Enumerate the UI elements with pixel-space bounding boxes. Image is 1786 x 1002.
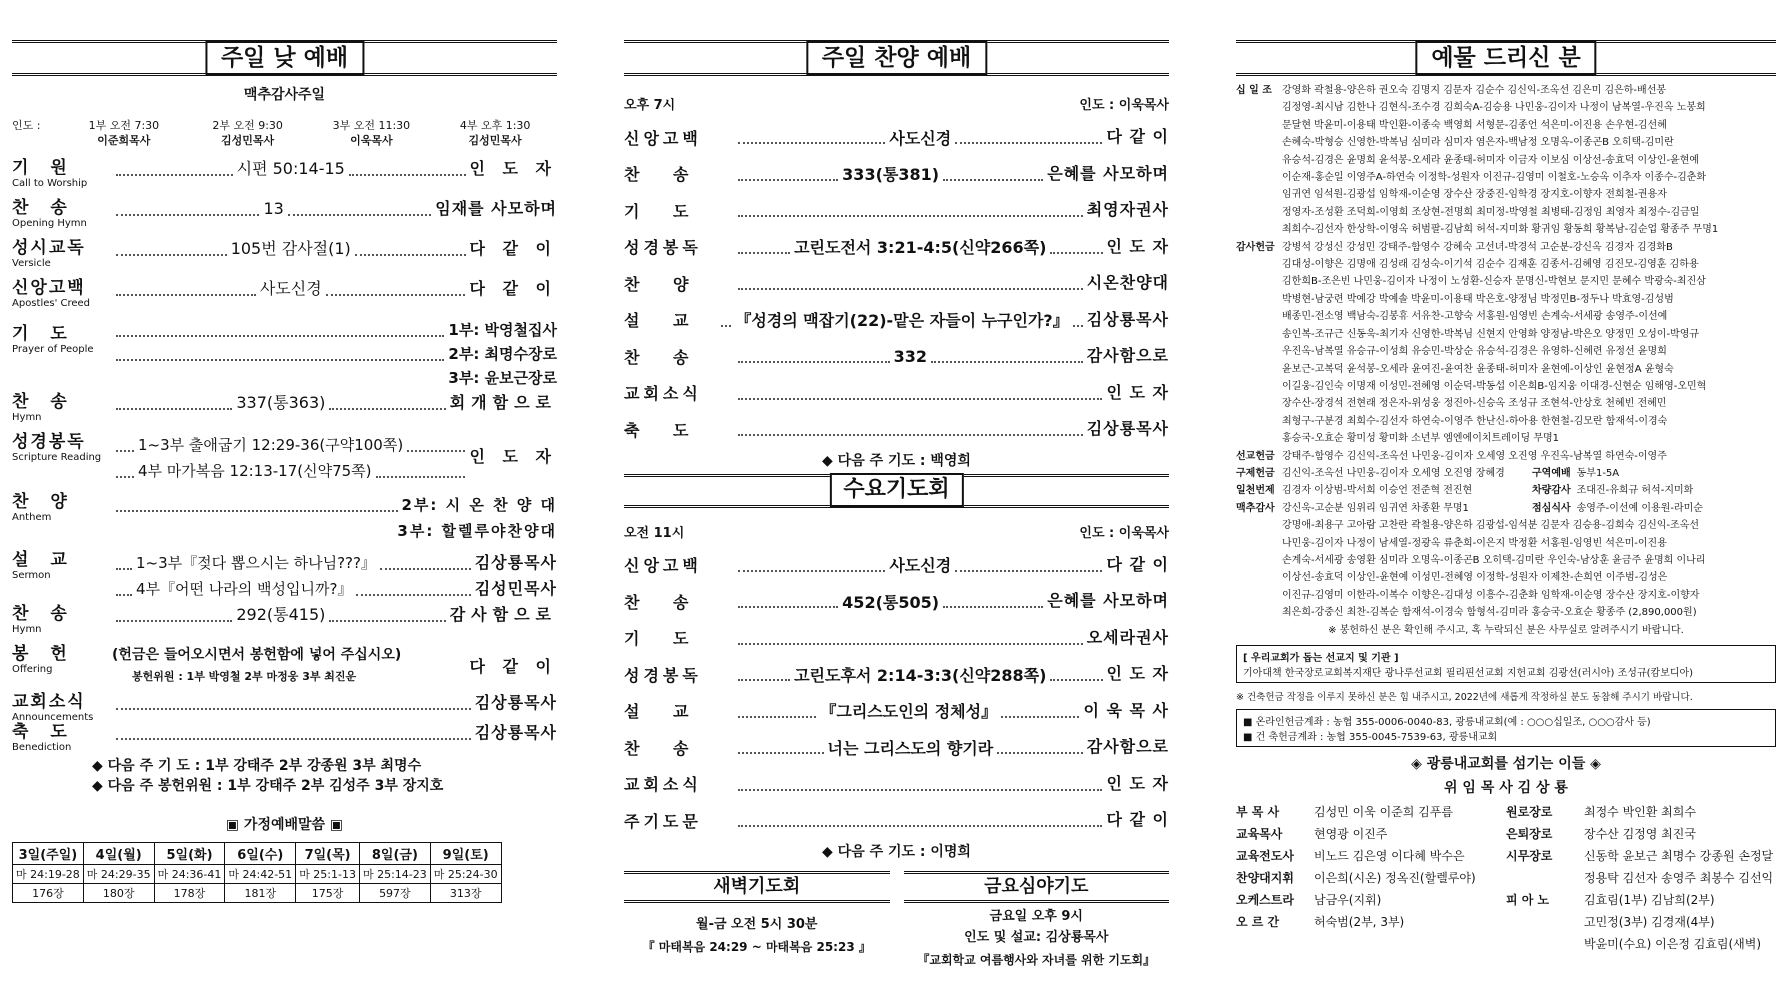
family-cell: 마 24:36-41 <box>154 865 225 884</box>
order-item: 찬 송 452(통505) 은혜를 사모하며 <box>624 591 1169 612</box>
offering-line: 최희수-김선자 한상학-이영옥 허범팔-김남희 허석-지미화 황귀임 황동희 황복남-김순업 황종주 무명1 <box>1282 224 1719 236</box>
family-cell: 180장 <box>83 884 154 903</box>
order-item-scripture: 성경봉독 Scripture Reading 1~3부 출애굽기 12:29-36(구약100쪽) 4부 마가복음 12:13-17(신약75쪽) 인 도 자 <box>12 432 557 480</box>
offerings-column: 예물 드리신 분 십 일 조 강영화 곽철용-양은하 권오숙 김명지 김문자 김순수 김신익-조옥선 김은미 김은하-배선봉 김정영-최시남 김한나 김현식-조수경 김희숙A-김승용 나민웅-김이자 나정이 남복열-우진옥 노봉희 문달현 박윤미-이용태 박인환-이종숙 백영희 서형문-김종언 석은미-이진용 손우현-김선혜 손혜숙-박형승 신영한-박복님 심미라 심미자 염은자-백남정 오명옥-이종곤B 오히택-김미란 유승석-김경은 윤명희 윤석봉-오세라 윤종태-허미자 이금자 이보심 이상선-송효덕 이상인-윤현예 이순재-홍순일 이영주A-하연숙 이정학-성원자 이진규-김영미 이철호-노승옥 이추자 이종수-김춘화 임귀연 임석원-김광섭 임학재-이순영 장수산 장중진-임학경 장지호-이향자 전희철-권용자 정영자-조성환 조덕희-이영희 조상현-전명희 최미정-박영철 최병태-김정임 최영자 최정수-김금일 최희수-김선자 한상학-이영옥 허범팔-김남희 허석-지미화 황귀임 황동희 황복남-김순업 황종주 무명1 감사헌금 강병석 강성신 강성민 강태주-함영수 강혜숙 고선녀-박경석 고순분-강신옥 김경자 김경화B 김대성-이향은 김명애 김성래 김성숙-이기석 김순수 김재훈 김종서-김혜영 김진모-김영훈 김하용 김한희B-조은빈 나민웅-김이자 나정이 노성환-신승자 문명신-박현보 문지민 문혜수 박광숙-최진삼 박병현-남궁련 박예강 박예솔 박윤미-이용태 박은호-양정님 박정민B-정두나 박효영-김성범 배종민-전소영 백남숙-김봉휴 서유찬-고향숙 서홍원-임영빈 손계숙-서세광 송영주-이선예 송인복-조규근 신동욱-최기자 신영한-박복님 신현지 안영화 양정남-박은오 양정민 오성이-박영규 우진옥-남복열 유승규-이성희 유승민-박상순 유승석-김경은 유영하-신혜련 유정선 윤명희 윤보근-고복덕 윤석봉-오세라 윤여진-윤여찬 윤종태-허미자 윤현예-이상인 윤현정A 윤형숙 이길웅-김인숙 이명재 이성민-전혜영 이순덕-박동섭 이은희B-임지웅 이대경-신현순 임해영-오민혁 장수산-장경석 전현래 정은자-위성웅 정진아-신승옥 조성규 조현석-안상호 천혜빈 전혜민 최형구-구분경 최희수-김선자 하연숙-이영주 한난신-하아용 한현철-김모란 함재석-이경숙 홍승국-오효순 황미성 황미화 소년부 엠엔에이치트레이딩 무명1 선교헌금 강태주-함영수 김신익-조옥선 나민웅-김이자 오세영 오진영 우진옥-남복열 하연숙-이영주 구제헌금 김신익-조옥선 나민웅-김이자 오세영 오진영 장혜경 구역예배 동부1-5A 일천번제 김경자 이상범-박서희 이승언 전준혁 전진현 차량감사 조대진-유희규 허석-지미화 맥추감사 강신욱-고순분 임위리 임귀연 차종환 무명1 점심식사 송영주-이선예 이용원-라미순 강명애-최용구 고아람 고찬란 곽철용-양은하 김광섭-임석분 김문자 김승용-김희숙 김신익-조옥선 나민웅-김이자 나정이 남세열-정광옥 류춘희-이은지 박정환 서홍원-임영빈 석은미-이진용 손계숙-서세광 송영환 심미라 오명옥-이종곤B 오히택-김미란 우인숙-남상훈 윤금주 윤명희 이나리 이상선-송효덕 이상인-윤현예 이성민-전혜영 이정학-성원자 이제찬-손희연 이주범-김성은 이진규-김영미 이한라-이복수 이향은-김대성 이흥수-김춘화 임학재-이순영 장수산 장지호-이향자 최은희-강중신 최찬-김복순 함재석-이경숙 함형석-김미라 홍승국-오효순 황종주 (2,890,000원) ※ 봉헌하신 분은 확인해 주시고, 혹 누락되신 분은 사무실로 알려주시기 바랍니다. [ 우리교회가 돕는 선교지 및 기관 ] 기아대책 한국장로교회복지재단 광나루선교회 필리핀선교회 지헌교회 김광선(러시아) 조성규(캄보디아) ※ 건축헌금 작정을 이루지 못하신 분은 힘 내주시고, 2022년에 새롭게 작정하실 분도 동참해 주시기 바랍니다. ■ 온라인헌금계좌 : 농협 355-0006-0040-83, 광릉내교회(예 : ○○○십일조, ○○○감사 등) ■ 건 축헌금계좌 : 농협 355-0045-7539-63, 광릉내교회 ◈ 광릉내교회를 섬기는 이들 ◈ 위 임 목 사 김 상 룡 부 목 사 김성민 이욱 이준희 김푸름 교육목사 현영광 이진주 교육전도사 비노드 김은영 이다혜 박수은 찬양대지휘 이은희(시온) 정옥진(할렐루야) 오케스트라 남금우(지휘) 오 르 간 허숙범(2부, 3부) 원로장로 최정수 박인환 최희수 은퇴장로 장수산 김정영 최진국 시무장로 신동학 윤보근 최명수 강종원 손정달 정용탁 김선자 송영주 최봉수 김선익 피 아 노 김효림(1부) 김남희(2부) 고민정(3부) 김경재(4부) 박윤미(수요) 이은정 김효림(새벽) <box>1236 40 1776 955</box>
friday-title: 금요심야기도 <box>904 871 1170 903</box>
family-cell: 5일(화) <box>154 843 225 865</box>
offering-line: 김한희B-조은빈 나민웅-김이자 나정이 노성환-신승자 문명신-박현보 문지민 문혜수 박광숙-최진삼 <box>1282 276 1706 288</box>
order-item: 기 원 Call to Worship 시편 50:14-15 인 도 자 <box>12 158 558 189</box>
order-item: 기 도 최영자권사 <box>624 200 1169 221</box>
order-item-offering: 봉 헌 Offering (헌금은 들어오시면서 봉헌함에 넣어 주십시오) 봉헌위원 : 1부 박영철 2부 마정웅 3부 최진운 다 같 이 <box>12 644 557 683</box>
offering-line: 십 일 조 강영화 곽철용-양은하 권오숙 김명지 김문자 김순수 김신익-조옥선 김은미 김은하-배선봉 <box>1236 85 1667 96</box>
offering-line: 배종민-전소영 백남숙-김봉휴 서유찬-고향숙 서홍원-임영빈 손계숙-서세광 송영주-이선예 <box>1282 311 1668 323</box>
order-item: 찬 송 333(통381) 은혜를 사모하며 <box>624 163 1169 185</box>
family-cell: 마 25:24-30 <box>430 865 501 884</box>
staff-row: 오 르 간 허숙범(2부, 3부) <box>1236 915 1405 929</box>
offering-line: 문달현 박윤미-이용태 박인환-이종숙 백영희 서형문-김종언 석은미-이진용 손우현-김선혜 <box>1282 119 1667 131</box>
staff-row: 오케스트라 남금우(지휘) <box>1236 893 1382 907</box>
family-cell: 7일(목) <box>296 843 360 865</box>
offering-line: 나민웅-김이자 나정이 남세열-정광옥 류춘희-이은지 박정환 서홍원-임영빈 석은미-이진용 <box>1282 537 1667 549</box>
offering-line: 맥추감사 강신욱-고순분 임위리 임귀연 차종환 무명1 점심식사 송영주-이선예 이용원-라미순 <box>1236 502 1703 514</box>
offering-line: 최은희-강중신 최찬-김복순 함재석-이경숙 함형석-김미라 홍승국-오효순 황종주 (2,890,000원) <box>1282 607 1697 619</box>
order-item: 축 도 김상룡목사 <box>624 419 1169 440</box>
service-times: 인도 : 1부 오전 7:30 이준희목사 2부 오전 9:30 김성민목사 3부 오전 11:30 이욱목사 4부 오후 1:30 김성민목사 <box>12 119 531 147</box>
family-cell: 313장 <box>430 884 501 903</box>
service-subtitle: 맥추감사주일 <box>243 87 326 103</box>
offering-line: 손계숙-서세광 송영환 심미라 오명옥-이종곤B 오히택-김미란 우인숙-남상훈 윤금주 윤명희 이나리 <box>1282 554 1706 566</box>
staff-row: 고민정(3부) 김경재(4부) <box>1584 915 1715 929</box>
offering-line: 유승석-김경은 윤명희 윤석봉-오세라 윤종태-허미자 이금자 이보심 이상선-송효덕 이상인-윤현예 <box>1282 154 1700 166</box>
offering-line: 구제헌금 김신익-조옥선 나민웅-김이자 오세영 오진영 장혜경 구역예배 동부1-5A <box>1236 467 1620 479</box>
offering-line: 박병현-남궁련 박예강 박예솔 박윤미-이용태 박은호-양정님 박정민B-정두나 박효영-김성범 <box>1282 293 1674 305</box>
order-item: 신앙고백 사도신경 다 같 이 <box>624 554 1169 576</box>
offering-line: 김정영-최시남 김한나 김현식-조수경 김희숙A-김승용 나민웅-김이자 나정이 남복열-우진옥 노봉희 <box>1282 102 1706 114</box>
staff-title: ◈ 광릉내교회를 섬기는 이들 ◈ <box>1411 756 1601 772</box>
offering-line: 일천번제 김경자 이상범-박서희 이승언 전준혁 전진현 차량감사 조대진-유희규 허석-지미화 <box>1236 485 1694 497</box>
order-item: 찬 송 너는 그리스도의 향기라 감사함으로 <box>624 737 1170 758</box>
staff-row: 교육목사 현영광 이진주 <box>1236 827 1388 841</box>
order-item: 축 도 Benediction 김상룡목사 <box>12 722 557 753</box>
offering-line: 감사헌금 강병석 강성신 강성민 강태주-함영수 강혜숙 고선녀-박경석 고순분-강신옥 김경자 김경화B <box>1236 241 1673 253</box>
staff-row: 찬양대지휘 이은희(시온) 정옥진(할렐루야) <box>1236 871 1476 885</box>
family-cell: 마 24:19-28 <box>13 865 84 884</box>
order-item: 신앙고백 Apostles' Creed 사도신경 다 같 이 <box>12 278 557 309</box>
offering-line: 윤보근-고복덕 윤석봉-오세라 윤여진-윤여찬 윤종태-허미자 윤현예-이상인 윤현정A 윤형숙 <box>1282 363 1674 375</box>
family-cell: 181장 <box>225 884 296 903</box>
evening-service-title: 주일 찬양 예배 <box>806 41 987 75</box>
staff-row: 박윤미(수요) 이은정 김효림(새벽) <box>1584 937 1762 951</box>
order-item: 찬 양 시온찬양대 <box>624 273 1169 294</box>
family-cell: 6일(수) <box>225 843 296 865</box>
order-item: 교회소식 인 도 자 <box>624 773 1169 795</box>
evening-service-column: 주일 찬양 예배 오후 7시 인도 : 이욱목사 신앙고백 사도신경 다 같 이 찬 송 333(통381) 은혜를 사모하며 기 도 최영자권사 성경봉독 고린도전서 3:21-4:5(신약266쪽) 인 도 자 찬 양 시온찬양대 설 교 『성경의 맥잡기(22)-맡은 자들이 누구인가?』 김상룡목사 찬 송 332 감사함으로 교회소식 인 도 자 축 도 김상룡목사 ◆ 다음 주 기도 : 백영희 수요기도회 오전 11시 인도 : 이욱목사 신앙고백 사도신경 다 같 이 찬 송 452(통505) 은혜를 사모하며 기 도 오세라권사 성경봉독 고린도후서 2:14-3:3(신약288쪽) 인 도 자 설 교 『그리스도인의 정체성』 이 욱 목 사 찬 송 너는 그리스도의 향기라 감사함으로 교회소식 인 도 자 주기도문 다 같 이 ◆ 다음 주 기도 : 이명희 새벽기도회 월-금 오전 5시 30분 『 마태복음 24:29 ~ 마태복음 25:23 』 금요심야기도 금요일 오후 9시 인도 및 설교: 김상룡목사 『교회학교 여름행사와 자녀를 위한 기도회』 <box>624 40 1169 968</box>
offering-line: 송인복-조규근 신동욱-최기자 신영한-박복님 신현지 안영화 양정남-박은오 양정민 오성이-박영규 <box>1282 328 1700 340</box>
offering-line: 손혜숙-박형승 신영한-박복님 심미라 심미자 염은자-백남정 오명옥-이종곤B 오히택-김미란 <box>1282 137 1674 149</box>
next-prayer-wed: ◆ 다음 주 기도 : 이명희 <box>822 843 971 860</box>
family-cell: 176장 <box>13 884 84 903</box>
sunday-service-column <box>12 40 557 903</box>
staff-row: 교육전도사 비노드 김은영 이다혜 박수은 <box>1236 849 1465 863</box>
family-cell: 597장 <box>359 884 430 903</box>
family-cell: 8일(금) <box>359 843 430 865</box>
offering-line: 강명애-최용구 고아람 고찬란 곽철용-양은하 김광섭-임석분 김문자 김승용-김희숙 김신익-조옥선 <box>1282 520 1700 532</box>
offering-line: 이진규-김영미 이한라-이복수 이향은-김대성 이흥수-김춘화 임학재-이순영 장수산 장지호-이향자 <box>1282 589 1700 601</box>
order-item: 주기도문 다 같 이 <box>624 810 1169 831</box>
offering-line: 임귀연 임석원-김광섭 임학재-이순영 장수산 장중진-임학경 장지호-이향자 전희철-권용자 <box>1282 189 1667 201</box>
family-cell: 175장 <box>296 884 360 903</box>
order-item: 찬 송 Opening Hymn 13 임재를 사모하며 <box>12 198 557 229</box>
offering-line: 이상선-송효덕 이상인-윤현예 이성민-전혜영 이정학-성원자 이제찬-손희연 이주범-김성은 <box>1282 572 1668 584</box>
family-cell: 마 24:42-51 <box>225 865 296 884</box>
next-prayer-evening: ◆ 다음 주 기도 : 백영희 <box>822 452 971 469</box>
offering-line: 최형구-구분경 최희수-김선자 하연숙-이영주 한난신-하아용 한현철-김모란 함재석-이경숙 <box>1282 415 1668 427</box>
order-item: 찬 송 Hymn 292(통415) 감사함으로 <box>12 604 557 635</box>
offering-line: 장수산-장경석 전현래 정은자-위성웅 정진아-신승옥 조성규 조현석-안상호 천혜빈 전혜민 <box>1282 398 1667 410</box>
next-prayer: ◆ 다음 주 기 도 : 1부 강태주 2부 강종원 3부 최명수 <box>92 758 422 774</box>
order-item: 성경봉독 고린도전서 3:21-4:5(신약266쪽) 인 도 자 <box>624 236 1170 258</box>
staff-row: 피 아 노 김효림(1부) 김남희(2부) <box>1506 893 1715 907</box>
evening-service-header <box>624 40 1169 76</box>
order-item: 기 도 오세라권사 <box>624 627 1169 649</box>
order-item: 교회소식 인 도 자 <box>624 382 1169 404</box>
staff-row: 정용탁 김선자 송영주 최봉수 김선익 <box>1584 871 1774 885</box>
offering-line: 정영자-조성환 조덕희-이영희 조상현-전명희 최미정-박영철 최병태-김정임 최영자 최정수-김금일 <box>1282 206 1700 218</box>
family-cell: 마 25:14-23 <box>359 865 430 884</box>
order-item: 신앙고백 사도신경 다 같 이 <box>624 127 1169 148</box>
order-item: 성시교독 Versicle 105번 감사절(1) 다 같 이 <box>12 238 558 269</box>
sunday-service-title: 주일 낮 예배 <box>205 41 364 75</box>
order-item: 설 교 『성경의 맥잡기(22)-맡은 자들이 누구인가?』 김상룡목사 <box>624 309 1169 331</box>
offering-line: 선교헌금 강태주-함영수 김신익-조옥선 나민웅-김이자 오세영 오진영 우진옥-남복열 하연숙-이영주 <box>1236 450 1667 462</box>
offering-line: 이순재-홍순일 이영주A-하연숙 이정학-성원자 이진규-김영미 이철호-노승옥 이추자 이종수-김춘화 <box>1282 172 1707 184</box>
order-item: 설 교 『그리스도인의 정체성』 이 욱 목 사 <box>624 700 1170 722</box>
family-worship-title: ▣ 가정예배말씀 ▣ <box>225 817 344 833</box>
family-cell: 3일(주일) <box>13 843 84 865</box>
offerings-header <box>1236 40 1776 76</box>
family-worship-table <box>12 842 502 903</box>
family-cell: 178장 <box>154 884 225 903</box>
family-cell: 9일(토) <box>430 843 501 865</box>
staff-row: 은퇴장로 장수산 김정영 최진국 <box>1506 827 1696 841</box>
order-item: 찬 송 332 감사함으로 <box>624 346 1169 367</box>
family-cell: 4일(월) <box>83 843 154 865</box>
order-item-anthem: 찬 양 Anthem 2부: 시 온 찬 양 대 3부: 할렐루야찬양대 <box>12 492 557 540</box>
offering-line: 이길웅-김인숙 이명재 이성민-전혜영 이순덕-박동섭 이은희B-임지웅 이대경-신현순 임해영-오민혁 <box>1282 380 1707 392</box>
order-item: 찬 송 Hymn 337(통363) 회개함으로 <box>12 392 557 423</box>
account-box: ■ 온라인헌금계좌 : 농협 355-0006-0040-83, 광릉내교회(예 : ○○○십일조, ○○○감사 등) ■ 건 축헌금계좌 : 농협 355-0045-7539-63, 광릉내교회 <box>1236 709 1776 747</box>
order-item-sermon: 설 교 Sermon 1~3부『젖다 뽑으시는 하나님???』 김상룡목사 4부『어떤 나라의 백성입니까?』 김성민목사 <box>12 550 557 598</box>
order-item-prayer: 기 도 Prayer of People 1부: 박영철집사 2부: 최명수장로 3부: 윤보근장로 <box>12 321 557 387</box>
family-cell: 마 24:29-35 <box>83 865 154 884</box>
offerings-title: 예물 드리신 분 <box>1415 41 1596 75</box>
sunday-service-header <box>12 40 557 76</box>
staff-row: 시무장로 신동학 윤보근 최명수 강종원 손정달 <box>1506 849 1774 863</box>
wednesday-header: 수요기도회 <box>624 474 1169 508</box>
dawn-title: 새벽기도회 <box>624 871 890 903</box>
order-item: 성경봉독 고린도후서 2:14-3:3(신약288쪽) 인 도 자 <box>624 664 1170 685</box>
staff-row: 원로장로 최정수 박인환 최희수 <box>1506 805 1696 819</box>
family-cell: 마 25:1-13 <box>296 865 360 884</box>
offering-line: 우진옥-남복열 유승규-이성희 유승민-박상순 유승석-김경은 유영하-신혜련 유정선 윤명희 <box>1282 346 1667 358</box>
order-item: 교회소식 Announcements 김상룡목사 <box>12 692 557 723</box>
mission-box: [ 우리교회가 돕는 선교지 및 기관 ] 기아대책 한국장로교회복지재단 광나루선교회 필리핀선교회 지헌교회 김광선(러시아) 조성규(캄보디아) <box>1236 645 1776 683</box>
next-offering: ◆ 다음 주 봉헌위원 : 1부 강태주 2부 김성주 3부 장지호 <box>92 778 444 794</box>
offering-line: 홍승국-오효순 황미성 황미화 소년부 엠엔에이치트레이딩 무명1 <box>1282 433 1560 445</box>
offering-line: 김대성-이향은 김명애 김성래 김성숙-이기석 김순수 김재훈 김종서-김혜영 김진모-김영훈 김하용 <box>1282 259 1699 271</box>
staff-row: 부 목 사 김성민 이욱 이준희 김푸름 <box>1236 805 1453 819</box>
